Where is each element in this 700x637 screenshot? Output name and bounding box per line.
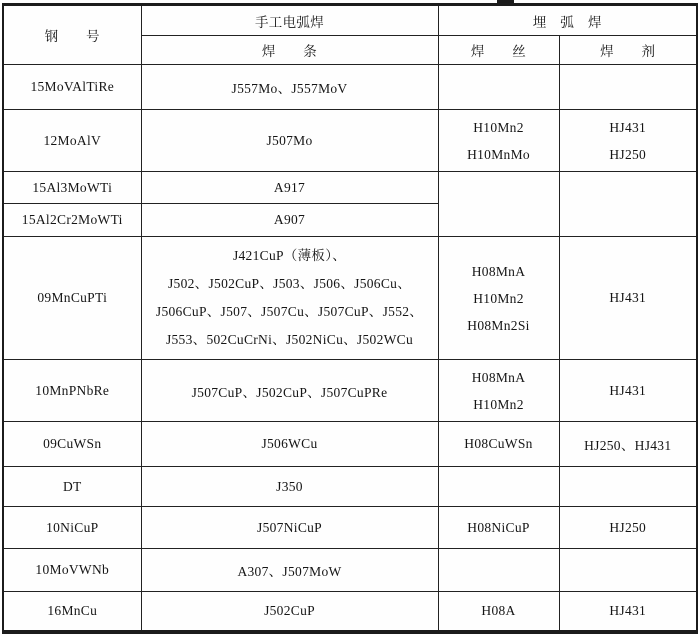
header-submerged-arc-welding: 埋 弧 焊 [438, 5, 697, 36]
steel-grade-cell: 10NiCuP [3, 507, 141, 549]
electrode-line: J553、502CuCrNi、J502NiCu、J502WCu [165, 332, 414, 347]
flux-cell [559, 65, 697, 110]
flux-cell [559, 172, 697, 237]
table-row [3, 507, 697, 549]
electrode-cell: J506WCu [141, 422, 438, 467]
electrode-cell: J557Mo、J557MoV [141, 65, 438, 110]
table-row [3, 65, 697, 110]
header-electrode: 焊 条 [141, 36, 438, 65]
wire-cell [438, 172, 559, 237]
wire-cell: H08NiCuP [438, 507, 559, 549]
flux-cell: HJ431 [559, 360, 697, 422]
steel-grade-cell: 12MoAlV [3, 110, 141, 172]
table-row [3, 360, 697, 422]
electrode-line: J506CuP、J507、J507Cu、J507CuP、J552、 [155, 304, 424, 319]
header-manual-arc-welding: 手工电弧焊 [141, 5, 438, 36]
steel-grade-cell: 15MoVAlTiRe [3, 65, 141, 110]
flux-line: HJ431 [609, 119, 647, 135]
flux-cell [559, 467, 697, 507]
steel-grade-cell: 10MnPNbRe [3, 360, 141, 422]
flux-cell [559, 549, 697, 592]
table-header-row-1 [3, 5, 697, 36]
steel-grade-cell: 10MoVWNb [3, 549, 141, 592]
table-row [3, 467, 697, 507]
electrode-cell: A907 [141, 204, 438, 237]
electrode-line: J421CuP（薄板）、 [232, 248, 347, 263]
wire-line: H08Mn2Si [467, 317, 530, 333]
header-steel-grade: 钢 号 [3, 5, 141, 65]
wire-line: H10Mn2 [473, 396, 524, 412]
steel-grade-cell: 15Al3MoWTi [3, 172, 141, 204]
electrode-line: J502、J502CuP、J503、J506、J506Cu、 [167, 276, 412, 291]
electrode-cell: J502CuP [141, 592, 438, 632]
welding-materials-table [2, 3, 698, 634]
header-flux: 焊 剂 [559, 36, 697, 65]
table-row [3, 422, 697, 467]
electrode-cell: J350 [141, 467, 438, 507]
flux-cell: HJ431 [559, 237, 697, 360]
wire-cell: H08A [438, 592, 559, 632]
wire-cell [438, 467, 559, 507]
flux-cell [559, 110, 697, 172]
flux-cell: HJ250 [559, 507, 697, 549]
electrode-cell: J507Mo [141, 110, 438, 172]
steel-grade-cell: 15Al2Cr2MoWTi [3, 204, 141, 237]
steel-grade-cell: 09CuWSn [3, 422, 141, 467]
wire-line: H08MnA [471, 263, 526, 279]
wire-cell: H08CuWSn [438, 422, 559, 467]
wire-cell [438, 65, 559, 110]
electrode-cell: A307、J507MoW [141, 549, 438, 592]
steel-grade-cell: 09MnCuPTi [3, 237, 141, 360]
steel-grade-cell: 16MnCu [3, 592, 141, 632]
wire-line: H08MnA [471, 369, 526, 385]
electrode-cell: J507NiCuP [141, 507, 438, 549]
header-wire: 焊 丝 [438, 36, 559, 65]
flux-cell: HJ431 [559, 592, 697, 632]
electrode-cell: J507CuP、J502CuP、J507CuPRe [141, 360, 438, 422]
table-row [3, 110, 697, 172]
wire-cell [438, 549, 559, 592]
wire-cell [438, 110, 559, 172]
wire-line: H10MnMo [467, 146, 530, 162]
table-row [3, 172, 697, 204]
wire-cell [438, 237, 559, 360]
table-row [3, 592, 697, 632]
table-row [3, 237, 697, 360]
flux-cell: HJ250、HJ431 [559, 422, 697, 467]
wire-line: H10Mn2 [473, 290, 524, 306]
electrode-cell: A917 [141, 172, 438, 204]
wire-line: H10Mn2 [473, 119, 524, 135]
table-row [3, 549, 697, 592]
steel-grade-cell: DT [3, 467, 141, 507]
flux-line: HJ250 [609, 146, 647, 162]
wire-cell [438, 360, 559, 422]
electrode-cell [141, 237, 438, 360]
